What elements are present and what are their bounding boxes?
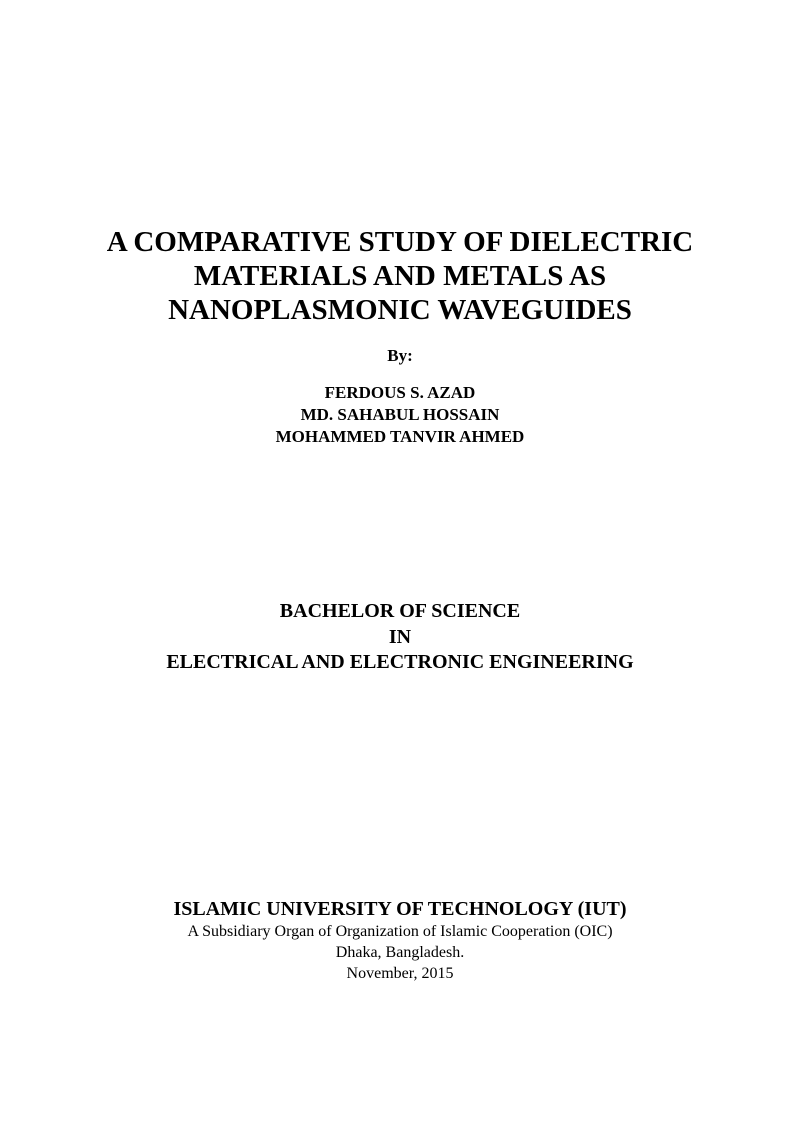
institution-location: Dhaka, Bangladesh. — [335, 944, 465, 961]
degree-line-3: ELECTRICAL AND ELECTRONIC ENGINEERING — [166, 651, 634, 673]
author-name: MOHAMMED TANVIR AHMED — [275, 427, 525, 446]
institution-name: ISLAMIC UNIVERSITY OF TECHNOLOGY (IUT) — [173, 898, 627, 920]
institution-subtitle: A Subsidiary Organ of Organization of Islamic Cooperation (OIC) — [187, 923, 613, 940]
degree-line-2: IN — [388, 626, 412, 648]
degree-line-1: BACHELOR OF SCIENCE — [279, 600, 521, 622]
submission-date: November, 2015 — [346, 965, 454, 982]
author-name: FERDOUS S. AZAD — [324, 383, 476, 402]
by-label: By: — [387, 346, 413, 365]
thesis-title-line-2: MATERIALS AND METALS AS — [193, 260, 607, 292]
thesis-title-line-1: A COMPARATIVE STUDY OF DIELECTRIC — [106, 226, 694, 258]
author-name: MD. SAHABUL HOSSAIN — [300, 405, 500, 424]
thesis-title-line-3: NANOPLASMONIC WAVEGUIDES — [168, 294, 632, 326]
